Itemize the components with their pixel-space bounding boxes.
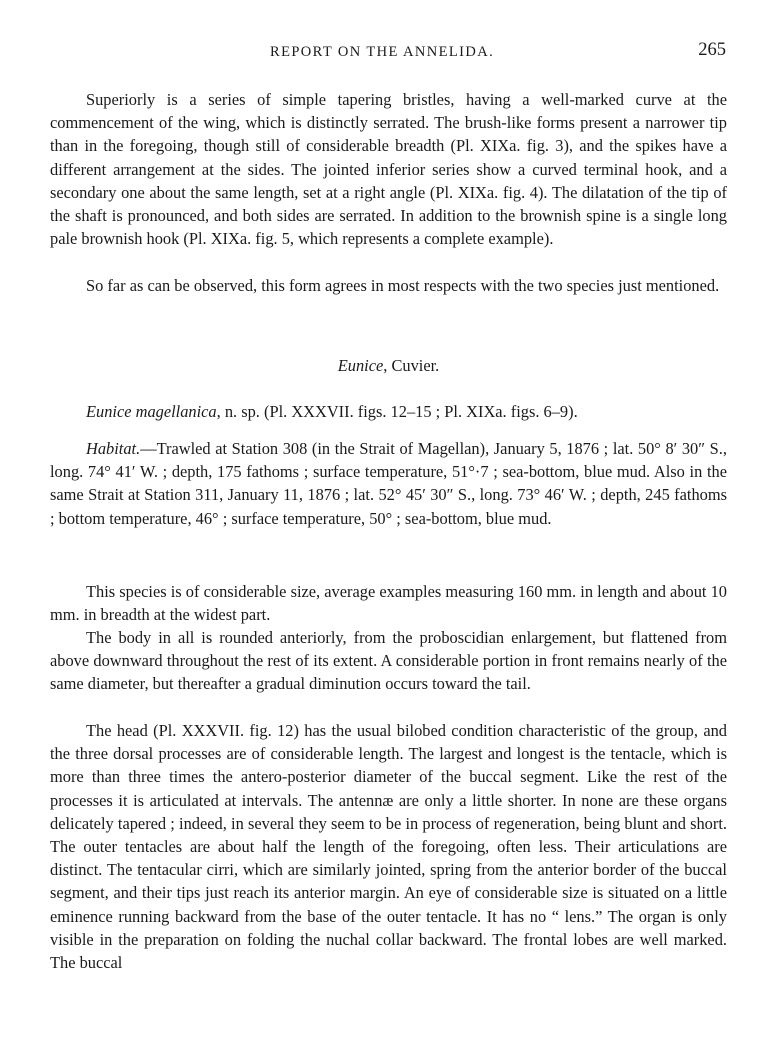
genus-heading: [50, 356, 727, 376]
habitat-paragraph: [50, 437, 727, 530]
page-number: 265: [698, 40, 726, 60]
habitat-label: Habitat.: [86, 439, 141, 458]
paragraph-size: This species is of considerable size, average examples measuring 160 mm. in length and about 10 mm. in breadth at the widest part.: [50, 582, 727, 625]
habitat-text: —Trawled at Station 308 (in the Strait of Magellan), January 5, 1876 ; lat. 50° 8′ 30″ S., long. 74° 41′ W. ; depth, 175 fathoms ; surface temperature, 51°·7 ; sea-bottom, blue mud. Also in the same Strait at Station 311, January 11, 1876 ; lat. 52° 45′ 30″ S., long. 73° 46′ W. ; depth, 245 fathoms ; bottom temperature, 46° ; surface temperature, 50° ; sea-bottom, blue mud.: [50, 439, 727, 528]
species-heading: [86, 402, 727, 422]
paragraph-head: The head (Pl. XXXVII. fig. 12) has the usual bilobed condition characteristic of the group, and the three dorsal processes are of considerable length. The largest and longest is the tentacle, which is more than three times the antero-posterior diameter of the buccal segment. Like the rest of the processes it is articulated at intervals. The antennæ are only a little shorter. In none are these organs delicately tapered ; indeed, in several they seem to be in process of regeneration, being blunt and short. The outer tentacles are about half the length of the foregoing, often less. Their articulations are distinct. The tentacular cirri, which are similarly jointed, spring from the anterior border of the buccal segment, and their tips just reach its anterior margin. An eye of considerable size is situated on a little eminence running backward from the base of the outer tentacle. It has no “ lens.” The organ is only visible in the preparation on folding the nuchal collar backward. The frontal lobes are well marked. The buccal: [50, 721, 727, 973]
paragraph-agreement: So far as can be observed, this form agrees in most respects with the two species just mentioned.: [86, 276, 720, 295]
paragraph-bristles: Superiorly is a series of simple tapering bristles, having a well-marked curve at the commencement of the wing, which is distinctly serrated. The brush-like forms present a narrower tip than in the foregoing, though still of considerable breadth (Pl. XIXa. fig. 3), and the spikes have a different arrangement at the sides. The jointed inferior series show a curved terminal hook, and a secondary one about the same length, set at a right angle (Pl. XIXa. fig. 4). The dilatation of the tip of the shaft is pronounced, and both sides are serrated. In addition to the brownish spine is a single long pale brownish hook (Pl. XIXa. fig. 5, which represents a complete example).: [50, 90, 727, 249]
species-name: Eunice magellanica: [86, 402, 217, 421]
running-head: REPORT ON THE ANNELIDA.: [270, 44, 495, 60]
genus-name: Eunice: [337, 356, 384, 375]
paragraph-body: The body in all is rounded anteriorly, from the proboscidian enlargement, but flattened from above downward throughout the rest of its extent. A considerable portion in front remains nearly of the same diameter, but thereafter a gradual diminution occurs toward the tail.: [50, 628, 727, 694]
species-reference: , n. sp. (Pl. XXXVII. figs. 12–15 ; Pl. XIXa. figs. 6–9).: [216, 402, 578, 421]
genus-authority: , Cuvier.: [383, 356, 440, 375]
